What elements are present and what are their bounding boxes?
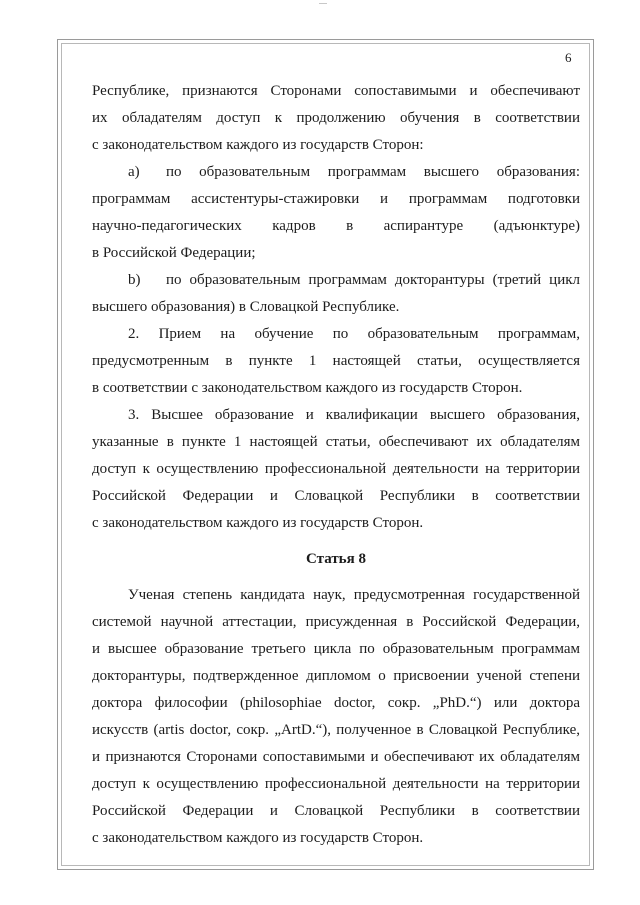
text-line: доктора философии (philosophiae doctor, сокр. „PhD.“) или доктора [92,695,580,711]
text-line: по образовательным программам высшего образования: [166,164,580,180]
list-marker-b: b) [128,272,141,288]
scan-mark [319,3,327,4]
text-line: 2. Прием на обучение по образовательным программам, [128,326,580,342]
text-line: научно-педагогических кадров в аспирантуре (адъюнктуре) [92,218,580,234]
text-line: Республике, признаются Сторонами сопоставимыми и обеспечивают [92,83,580,99]
article-heading: Статья 8 [306,551,366,567]
text-line: доступ к осуществлению профессиональной деятельности на территории [92,461,580,477]
text-line: 3. Высшее образование и квалификации высшего образования, [128,407,580,423]
text-line: доступ к осуществлению профессиональной деятельности на территории [92,776,580,792]
list-item-a [92,159,580,186]
text-line: предусмотренным в пункте 1 настоящей статьи, осуществляется [92,353,580,369]
text-line: системой научной аттестации, присужденная в Российской Федерации, [92,614,580,630]
page-number: 6 [565,50,572,65]
text-line: искусств (artis doctor, сокр. „ArtD.“), полученное в Словацкой Республике, [92,722,580,738]
document-body [92,78,580,852]
text-line: указанные в пункте 1 настоящей статьи, обеспечивают их обладателям [92,434,580,450]
text-line: высшего образования) в Словацкой Республике. [92,299,400,315]
text-line: с законодательством каждого из государств Сторон. [92,515,424,531]
text-line: по образовательным программам докторантуры (третий цикл [166,272,580,288]
text-line: их обладателям доступ к продолжению обучения в соответствии [92,110,580,126]
text-line: Ученая степень кандидата наук, предусмотренная государственной [128,587,580,603]
text-line: программам ассистентуры-стажировки и программам подготовки [92,191,580,207]
text-line: в Российской Федерации; [92,245,256,261]
text-line: докторантуры, подтвержденное дипломом о присвоении ученой степени [92,668,580,684]
text-line: с законодательством каждого из государств Сторон. [92,830,424,846]
text-line: Российской Федерации и Словацкой Республики в соответствии [92,803,580,819]
text-line: и высшее образование третьего цикла по образовательным программам [92,641,580,657]
text-line: с законодательством каждого из государств Сторон: [92,137,424,153]
list-marker-a: а) [128,164,140,180]
text-line: в соответствии с законодательством каждого из государств Сторон. [92,380,523,396]
text-line: Российской Федерации и Словацкой Республики в соответствии [92,488,580,504]
text-line: и признаются Сторонами сопоставимыми и обеспечивают их обладателям [92,749,580,765]
list-item-b [92,267,580,294]
